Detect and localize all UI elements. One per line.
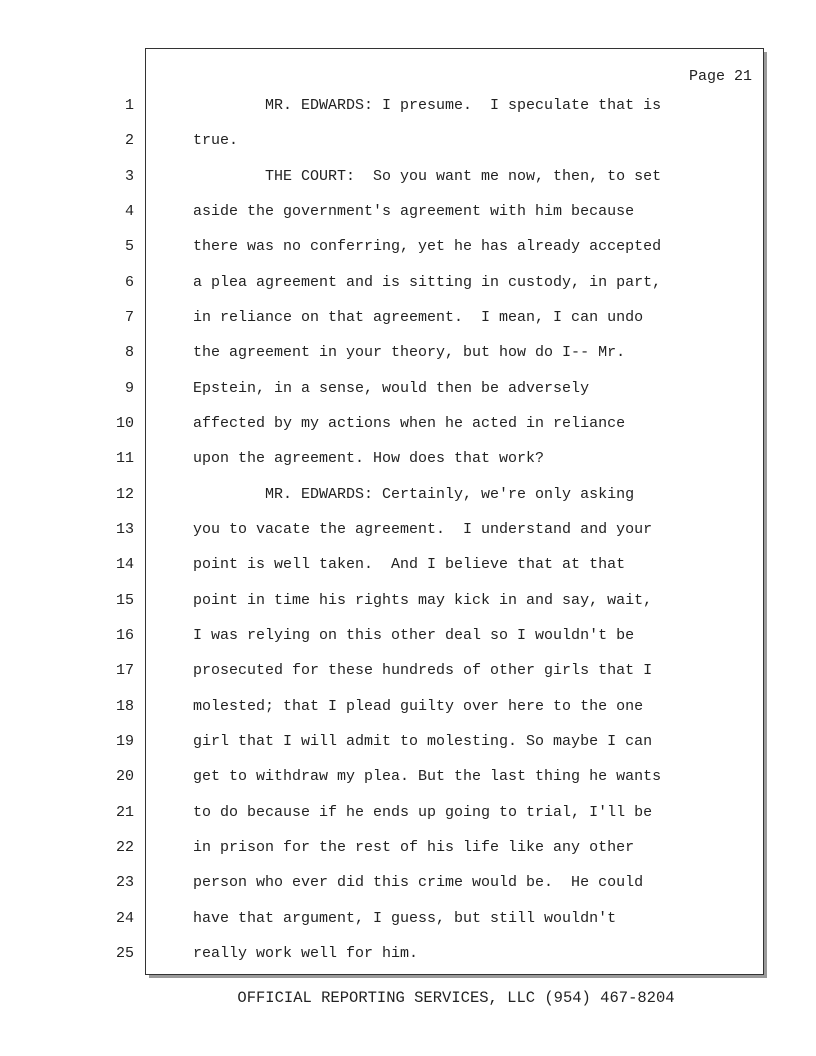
transcript-line: prosecuted for these hundreds of other girls that I bbox=[193, 662, 653, 679]
line-number: 15 bbox=[115, 592, 134, 609]
footer-reporting-service: OFFICIAL REPORTING SERVICES, LLC (954) 467-8204 bbox=[237, 989, 675, 1007]
transcript-line: affected by my actions when he acted in reliance bbox=[193, 415, 626, 432]
line-number: 21 bbox=[115, 804, 134, 821]
transcript-line: THE COURT: So you want me now, then, to set bbox=[193, 168, 662, 185]
transcript-line: point in time his rights may kick in and say, wait, bbox=[193, 592, 653, 609]
line-number: 4 bbox=[124, 203, 134, 220]
transcript-line: molested; that I plead guilty over here to the one bbox=[193, 698, 644, 715]
transcript-line: get to withdraw my plea. But the last thing he wants bbox=[193, 768, 662, 785]
line-number: 16 bbox=[115, 627, 134, 644]
page-number: Page 21 bbox=[688, 68, 752, 85]
transcript-line: there was no conferring, yet he has already accepted bbox=[193, 238, 662, 255]
transcript-line: upon the agreement. How does that work? bbox=[193, 450, 545, 467]
line-number: 17 bbox=[115, 662, 134, 679]
line-number: 18 bbox=[115, 698, 134, 715]
line-number: 3 bbox=[124, 168, 134, 185]
line-number: 20 bbox=[115, 768, 134, 785]
line-number: 7 bbox=[124, 309, 134, 326]
line-number: 19 bbox=[115, 733, 134, 750]
transcript-line: in reliance on that agreement. I mean, I can undo bbox=[193, 309, 644, 326]
transcript-line: girl that I will admit to molesting. So maybe I can bbox=[193, 733, 653, 750]
line-number: 1 bbox=[124, 97, 134, 114]
transcript-line: point is well taken. And I believe that at that bbox=[193, 556, 626, 573]
transcript-line: really work well for him. bbox=[193, 945, 419, 962]
transcript-line: aside the government's agreement with him because bbox=[193, 203, 635, 220]
transcript-line: MR. EDWARDS: I presume. I speculate that is bbox=[193, 97, 662, 114]
transcript-line: person who ever did this crime would be. He could bbox=[193, 874, 644, 891]
line-number: 14 bbox=[115, 556, 134, 573]
line-number: 22 bbox=[115, 839, 134, 856]
line-number: 24 bbox=[115, 910, 134, 927]
transcript-line: Epstein, in a sense, would then be adversely bbox=[193, 380, 590, 397]
transcript-line: a plea agreement and is sitting in custody, in part, bbox=[193, 274, 662, 291]
line-number: 5 bbox=[124, 238, 134, 255]
line-number: 9 bbox=[124, 380, 134, 397]
transcript-line: true. bbox=[193, 132, 239, 149]
transcript-line: to do because if he ends up going to trial, I'll be bbox=[193, 804, 653, 821]
transcript-line: you to vacate the agreement. I understand and your bbox=[193, 521, 653, 538]
line-number: 10 bbox=[115, 415, 134, 432]
transcript-line: I was relying on this other deal so I wouldn't be bbox=[193, 627, 635, 644]
transcript-page bbox=[145, 48, 764, 975]
line-number: 6 bbox=[124, 274, 134, 291]
line-number: 2 bbox=[124, 132, 134, 149]
transcript-line: MR. EDWARDS: Certainly, we're only asking bbox=[193, 486, 635, 503]
line-number: 23 bbox=[115, 874, 134, 891]
transcript-line: have that argument, I guess, but still wouldn't bbox=[193, 910, 617, 927]
transcript-line: the agreement in your theory, but how do I-- Mr. bbox=[193, 344, 626, 361]
line-number: 25 bbox=[115, 945, 134, 962]
line-number: 12 bbox=[115, 486, 134, 503]
line-number: 11 bbox=[115, 450, 134, 467]
transcript-line: in prison for the rest of his life like any other bbox=[193, 839, 635, 856]
line-number: 8 bbox=[124, 344, 134, 361]
line-number: 13 bbox=[115, 521, 134, 538]
